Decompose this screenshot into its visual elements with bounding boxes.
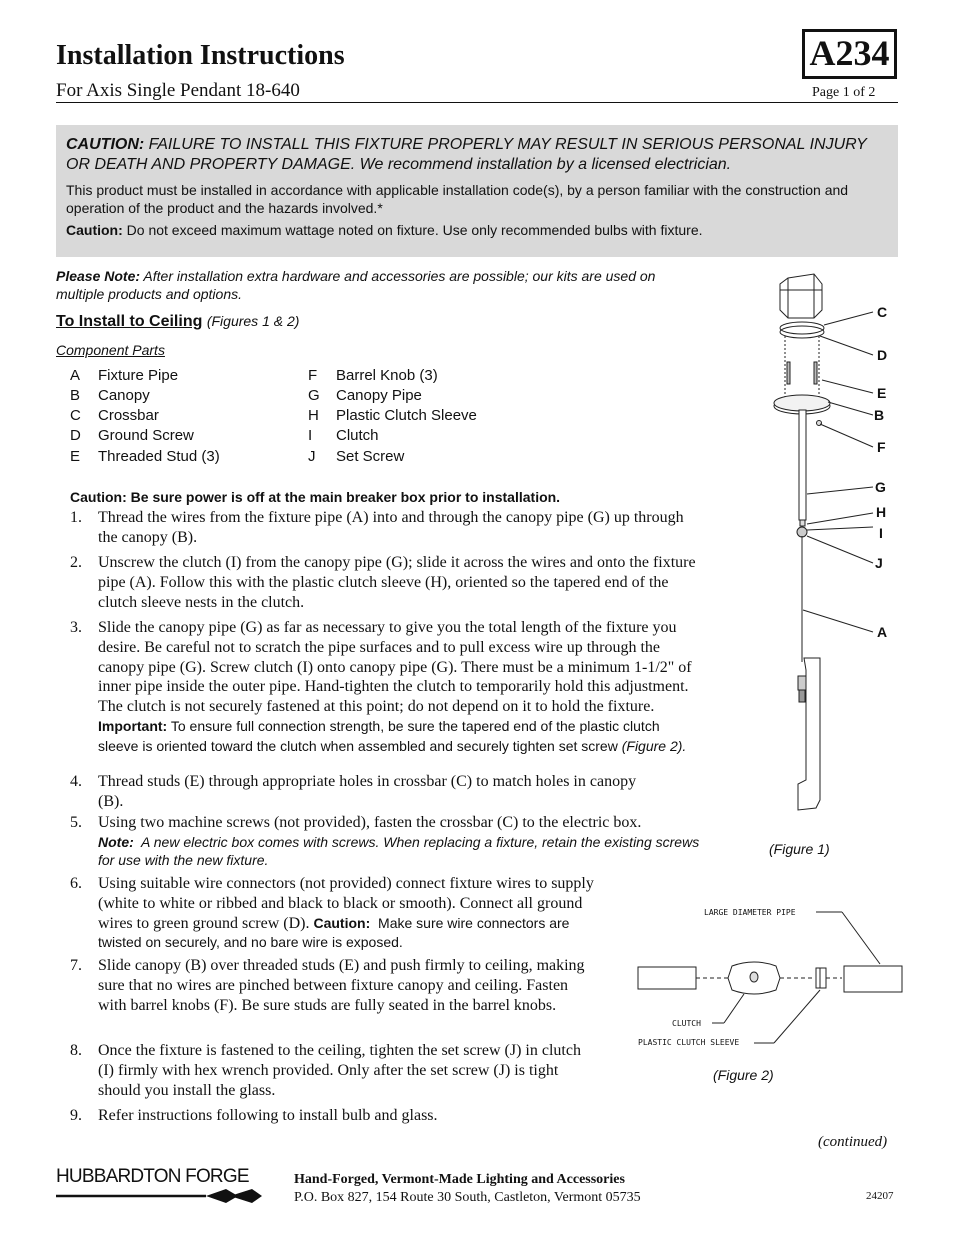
page-number: Page 1 of 2 bbox=[812, 85, 876, 100]
part-letter: B bbox=[70, 387, 81, 404]
step-number: 7. bbox=[70, 957, 82, 974]
step-text bbox=[98, 813, 700, 869]
label-h: H bbox=[876, 504, 887, 520]
important-note bbox=[98, 718, 686, 754]
label-i: I bbox=[879, 525, 883, 541]
step-9 bbox=[70, 1106, 590, 1126]
document-number: 24207 bbox=[866, 1190, 894, 1202]
label-large-diameter-pipe: LARGE DIAMETER PIPE bbox=[704, 908, 796, 917]
caution-text: FAILURE TO INSTALL THIS FIXTURE PROPERLY MAY RESULT IN SERIOUS PERSONAL INJURY OR DEATH AND PROPERTY DAMAGE. We recommend installation by a licensed electrician. bbox=[66, 136, 867, 173]
caution-warning bbox=[66, 135, 888, 175]
part-name: Canopy Pipe bbox=[336, 387, 422, 404]
figure-2-diagram bbox=[624, 898, 906, 1068]
step-3 bbox=[70, 618, 700, 757]
section-figures: (Figures 1 & 2) bbox=[206, 313, 300, 329]
note-text: After installation extra hardware and accessories are possible; our kits are used on multiple products and options. bbox=[56, 268, 656, 302]
power-warning: Caution: Be sure power is off at the main breaker box prior to installation. bbox=[70, 489, 561, 505]
step-number: 5. bbox=[70, 814, 82, 831]
logo-bar-icon bbox=[56, 1188, 262, 1206]
wattage-caution-text: Do not exceed maximum wattage noted on fixture. Use only recommended bulbs with fixture. bbox=[126, 222, 703, 238]
step-note-text: A new electric box comes with screws. When replacing a fixture, retain the existing screws for use with the new fixture. bbox=[98, 833, 700, 868]
part-letter: I bbox=[308, 427, 313, 444]
step-text bbox=[98, 874, 600, 953]
step-caution-text: Make sure wire connectors are twisted on securely, and no bare wire is exposed. bbox=[98, 914, 570, 951]
step-2 bbox=[70, 553, 700, 612]
figure-1-diagram bbox=[740, 270, 900, 830]
step-number: 9. bbox=[70, 1107, 82, 1124]
section-heading bbox=[56, 313, 299, 331]
important-text: To ensure full connection strength, be sure the tapered end of the plastic clutch sleeve is oriented toward the clutch when assembled and securely tighten set screw bbox=[98, 717, 660, 754]
footer-text bbox=[294, 1171, 641, 1207]
label-f: F bbox=[877, 439, 886, 455]
caution-box bbox=[56, 125, 898, 257]
part-name: Clutch bbox=[336, 427, 379, 444]
label-b: B bbox=[874, 407, 885, 423]
section-title: To Install to Ceiling bbox=[56, 313, 203, 330]
part-letter: C bbox=[70, 407, 81, 424]
caution-label: CAUTION: bbox=[66, 136, 145, 153]
header-rule bbox=[56, 102, 898, 103]
important-figure-ref: (Figure 2). bbox=[621, 737, 687, 754]
figure-1-caption: (Figure 1) bbox=[769, 841, 830, 857]
part-name: Threaded Stud (3) bbox=[98, 448, 220, 465]
step-text: Refer instructions following to install bulb and glass. bbox=[98, 1107, 438, 1124]
please-note bbox=[56, 267, 696, 303]
part-letter: G bbox=[308, 387, 320, 404]
step-text: Thread studs (E) through appropriate holes in crossbar (C) to match holes in canopy (B). bbox=[98, 773, 637, 810]
step-4 bbox=[70, 772, 650, 812]
label-clutch: CLUTCH bbox=[672, 1019, 701, 1028]
step-number: 1. bbox=[70, 509, 82, 526]
part-letter: D bbox=[70, 427, 81, 444]
label-j: J bbox=[875, 555, 883, 571]
label-d: D bbox=[877, 347, 888, 363]
components-heading: Component Parts bbox=[56, 342, 165, 358]
part-name: Plastic Clutch Sleeve bbox=[336, 407, 477, 424]
wattage-caution-label: Caution: bbox=[66, 222, 123, 238]
step-text: Once the fixture is fastened to the ceiling, tighten the set screw (J) in clutch (I) firmly with hex wrench provided. Only after the set screw (J) is tight should you install the glass. bbox=[98, 1042, 581, 1099]
step-number: 8. bbox=[70, 1042, 82, 1059]
label-g: G bbox=[875, 479, 886, 495]
part-letter: A bbox=[70, 367, 81, 384]
step-8 bbox=[70, 1041, 590, 1100]
code-compliance-text: This product must be installed in accordance with applicable installation code(s), by a person familiar with the construction and operation of the product and the hazards involved.* bbox=[66, 182, 849, 216]
step-text-main: Slide the canopy pipe (G) as far as necessary to give you the total length of the fixture you desire. Be careful not to scratch the pipe surfaces and to pull excess wire up through the canopy pipe (G). Screw clutch (I) onto canopy pipe (G). There must be a minimum 1-1/2" of inner pipe inside the outer pipe. Hand-tighten the clutch to temporarily hold this adjustment. The clutch is not securely fastened at this point; do not depend on it to hold the fixture. bbox=[98, 619, 692, 716]
part-name: Canopy bbox=[98, 387, 150, 404]
part-name: Fixture Pipe bbox=[98, 367, 179, 384]
continued-label: (continued) bbox=[818, 1134, 888, 1150]
step-6 bbox=[70, 874, 600, 953]
part-name: Crossbar bbox=[98, 407, 159, 424]
part-letter: F bbox=[308, 367, 318, 384]
step-number: 6. bbox=[70, 875, 82, 892]
hubbardton-forge-logo bbox=[56, 1166, 262, 1208]
step-text: Thread the wires from the fixture pipe (A) into and through the canopy pipe (G) up through the canopy (B). bbox=[98, 509, 684, 546]
footer-tagline: Hand-Forged, Vermont-Made Lighting and Accessories bbox=[294, 1172, 625, 1187]
part-letter: E bbox=[70, 448, 81, 465]
part-letter: H bbox=[308, 407, 319, 424]
step-text-main: Using suitable wire connectors (not provided) connect fixture wires to supply (white to white or ribbed and black to black or smooth). Connect all ground wires to green ground screw (D). bbox=[98, 875, 594, 932]
note-label: Please Note: bbox=[56, 268, 141, 284]
step-note-label: Note: bbox=[98, 833, 134, 850]
step-text: Unscrew the clutch (I) from the canopy pipe (G); slide it across the wires and onto the fixture pipe (A). Follow this with the plastic clutch sleeve (H), oriented so the tapered end of the clutch sleeve nests in the clutch. bbox=[98, 554, 696, 611]
page-title: Installation Instructions bbox=[56, 40, 345, 71]
document-code: A234 bbox=[802, 29, 897, 79]
step-number: 2. bbox=[70, 554, 82, 571]
footer-address: P.O. Box 827, 154 Route 30 South, Castleton, Vermont 05735 bbox=[294, 1190, 641, 1205]
part-letter: J bbox=[308, 448, 316, 465]
part-name: Ground Screw bbox=[98, 427, 194, 444]
important-label: Important: bbox=[98, 717, 168, 734]
step-text bbox=[98, 618, 700, 757]
step-7 bbox=[70, 956, 590, 1015]
step-text: Slide canopy (B) over threaded studs (E) and push firmly to ceiling, making sure that no wires are pinched between fixture canopy and ceiling. Fasten with barrel knobs (F). Be sure studs are fully seated in the barrel knobs. bbox=[98, 957, 585, 1014]
label-a: A bbox=[877, 624, 888, 640]
step-number: 4. bbox=[70, 773, 82, 790]
logo-text: HUBBARDTON FORGE bbox=[56, 1166, 249, 1187]
part-name: Barrel Knob (3) bbox=[336, 367, 438, 384]
wattage-caution bbox=[66, 221, 888, 239]
step-5 bbox=[70, 813, 700, 869]
label-plastic-clutch-sleeve: PLASTIC CLUTCH SLEEVE bbox=[638, 1038, 740, 1047]
step-1 bbox=[70, 508, 700, 548]
part-name: Set Screw bbox=[336, 448, 405, 465]
step-caution-label: Caution: bbox=[313, 914, 371, 931]
page-subtitle: For Axis Single Pendant 18-640 bbox=[56, 80, 300, 101]
label-c: C bbox=[877, 304, 888, 320]
label-e: E bbox=[877, 385, 887, 401]
step-number: 3. bbox=[70, 619, 82, 636]
step-note bbox=[98, 833, 700, 869]
figure-2-caption: (Figure 2) bbox=[713, 1067, 774, 1083]
step-text-main: Using two machine screws (not provided), fasten the crossbar (C) to the electric box. bbox=[98, 814, 642, 831]
